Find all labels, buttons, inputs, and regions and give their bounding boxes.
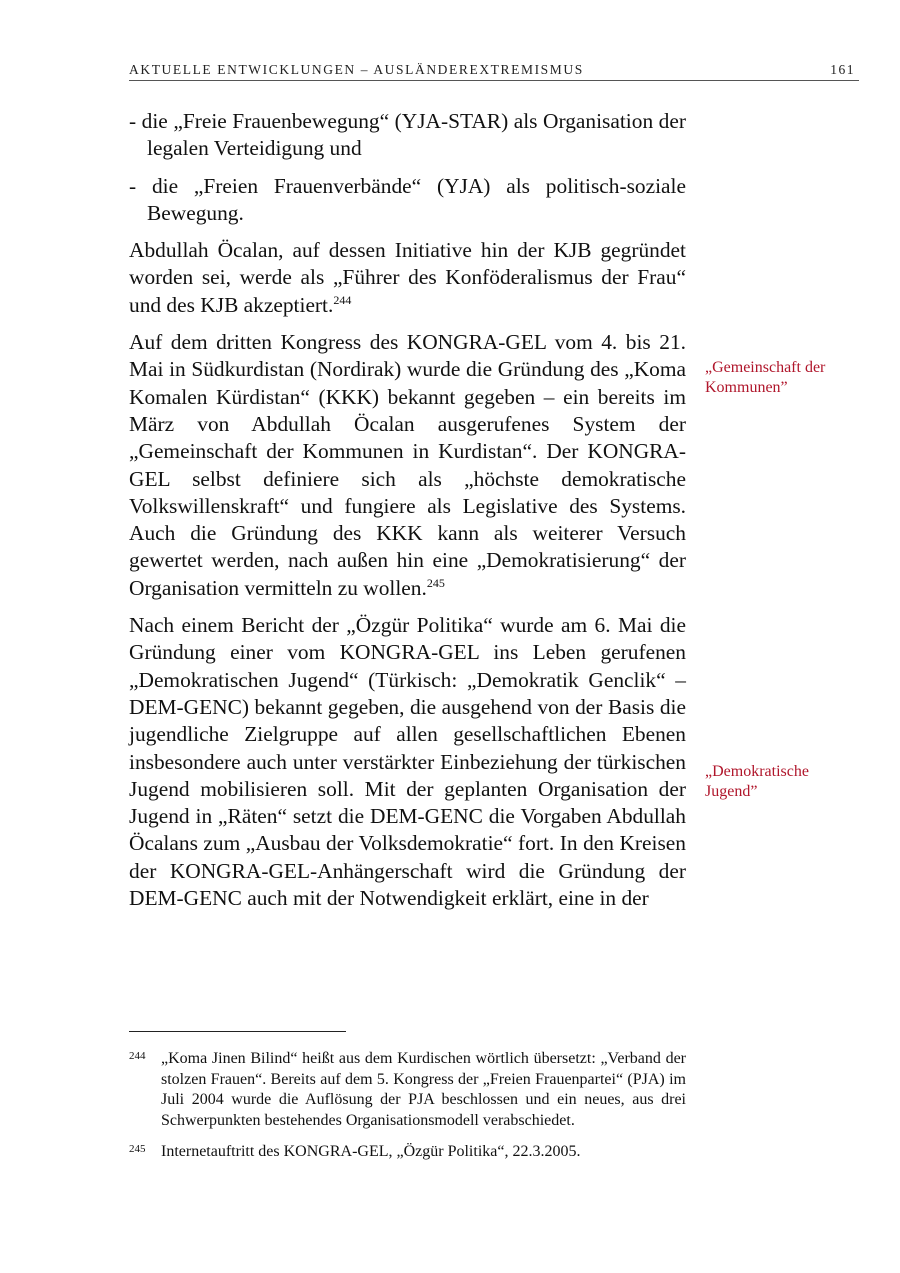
paragraph-kjb [129,237,686,319]
footnote-244 [129,1049,686,1131]
main-text [129,108,686,922]
footnote-ref-244[interactable]: 244 [333,292,352,307]
margin-note-gemeinschaft: „Gemeinschaft der Kommunen” [705,359,826,396]
running-title: AKTUELLE ENTWICKLUNGEN – AUSLÄNDEREXTREMISMUS [129,62,584,77]
footnote-number: 244 [129,1050,146,1062]
margin-note-jugend: „Demokratische Jugend” [705,763,809,800]
footnotes [129,1049,686,1174]
paragraph-kongra-gel-text: Auf dem dritten Kongress des KONGRA-GEL vom 4. bis 21. Mai in Südkurdistan (Nordirak) wurde die Gründung des „Koma Komalen Kürdistan“ (KKK) bekannt gegeben – ein bereits im März von Abdullah Öcalan ausgerufenes System der „Gemeinschaft der Kommunen in Kurdistan“. Der KONGRA-GEL selbst definiere sich als „höchste demokratische Volkswillenskraft“ und fungiere als Legislative des Systems. Auch die Gründung des KKK kann als weiterer Versuch gewertet werden, nach außen hin eine „Demokratisierung“ der Organisation vermitteln zu wollen. [129,330,686,600]
page-number: 161 [830,62,855,77]
footnote-text: „Koma Jinen Bilind“ heißt aus dem Kurdischen wörtlich übersetzt: „Verband der stolzen Frauen“. Bereits auf dem 5. Kongress der „Freien Frauenpartei“ (PJA) im Juli 2004 wurde die Auflösung der PJA beschlossen und ein neues, aus drei Schwerpunkten bestehendes Organisationsmodell verabschiedet. [161,1050,686,1129]
running-header [129,60,859,81]
footnote-245 [129,1142,686,1163]
footnote-ref-245[interactable]: 245 [426,575,445,590]
paragraph-dem-genc: Nach einem Bericht der „Özgür Politika“ wurde am 6. Mai die Gründung einer vom KONGRA-GEL ins Leben gerufenen „Demokratischen Jugend“ (Türkisch: „Demokratik Genclik“ – DEM-GENC) bekannt gegeben, die ausgehend von der Basis die jugendliche Zielgruppe auf allen gesellschaftlichen Ebenen insbesondere auch unter verstärkter Einbeziehung der türkischen Jugend mobilisieren soll. Mit der geplanten Organisation der Jugend in „Räten“ setzt die DEM-GENC die Vorgaben Abdullah Öcalans zum „Ausbau der Volksdemokratie“ fort. In den Kreisen der KONGRA-GEL-Anhängerschaft wird die Gründung der DEM-GENC auch mit der Notwendigkeit erklärt, eine in der [129,613,686,911]
footnote-number: 245 [129,1143,146,1156]
paragraph-kongra-gel-congress [129,329,686,602]
footnote-divider [129,1031,346,1032]
footnote-text: Internetauftritt des KONGRA-GEL, „Özgür Politika“, 22.3.2005. [161,1143,581,1161]
list-item-yja-star: - die „Freie Frauenbewegung“ (YJA-STAR) als Organisation der legalen Verteidigung und [129,109,686,161]
list-item-yja: - die „Freien Frauenverbände“ (YJA) als politisch-soziale Bewegung. [129,173,686,225]
paragraph-kjb-text: Abdullah Öcalan, auf dessen Initiative hin der KJB gegründet worden sei, werde als „Führer des Konföderalismus der Frau“ und des KJB akzeptiert. [129,238,686,317]
